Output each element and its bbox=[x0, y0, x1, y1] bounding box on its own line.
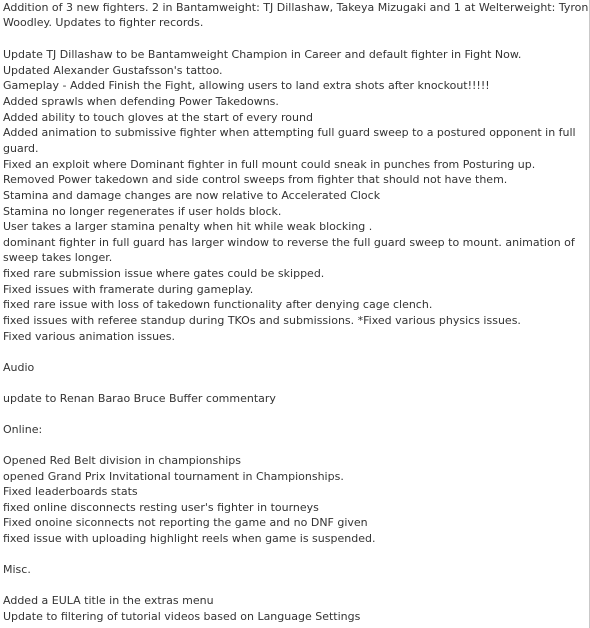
gameplay-note: fixed issues with referee standup during TKOs and submissions. *Fixed various physics issues. bbox=[3, 314, 521, 327]
patch-notes-document bbox=[3, 0, 590, 628]
gameplay-note: guard. bbox=[3, 142, 39, 155]
audio-note: update to Renan Barao Bruce Buffer commentary bbox=[3, 392, 276, 405]
gameplay-note: Gameplay - Added Finish the Fight, allowing users to land extra shots after knockout!!!!! bbox=[3, 79, 490, 92]
intro-line: Woodley. Updates to fighter records. bbox=[3, 16, 204, 29]
gameplay-note: fixed rare submission issue where gates could be skipped. bbox=[3, 267, 325, 280]
section-heading-online: Online: bbox=[3, 423, 43, 436]
gameplay-note: Stamina and damage changes are now relative to Accelerated Clock bbox=[3, 189, 381, 202]
gameplay-note: Removed Power takedown and side control sweeps from fighter that should not have them. bbox=[3, 173, 508, 186]
intro-line: Addition of 3 new fighters. 2 in Bantamweight: TJ Dillashaw, Takeya Mizugaki and 1 at Welterweight: Tyron bbox=[3, 1, 589, 14]
online-note: fixed issue with uploading highlight reels when game is suspended. bbox=[3, 532, 376, 545]
gameplay-note: dominant fighter in full guard has larger window to reverse the full guard sweep to mount. animation of bbox=[3, 236, 575, 249]
section-heading-audio: Audio bbox=[3, 361, 35, 374]
online-note: Fixed leaderboards stats bbox=[3, 485, 138, 498]
online-note: Fixed onoine siconnects not reporting the game and no DNF given bbox=[3, 516, 368, 529]
online-note: Opened Red Belt division in championships bbox=[3, 454, 242, 467]
gameplay-note: User takes a larger stamina penalty when hit while weak blocking . bbox=[3, 220, 373, 233]
online-note: opened Grand Prix Invitational tournament in Championships. bbox=[3, 470, 344, 483]
gameplay-note: Fixed various animation issues. bbox=[3, 330, 176, 343]
online-note: fixed online disconnects resting user's fighter in tourneys bbox=[3, 501, 319, 514]
misc-note: Added a EULA title in the extras menu bbox=[3, 594, 214, 607]
gameplay-note: fixed rare issue with loss of takedown functionality after denying cage clench. bbox=[3, 298, 433, 311]
gameplay-note: Fixed issues with framerate during gameplay. bbox=[3, 283, 254, 296]
section-heading-misc: Misc. bbox=[3, 563, 31, 576]
misc-note: Update to filtering of tutorial videos based on Language Settings bbox=[3, 610, 361, 623]
gameplay-note: Fixed an exploit where Dominant fighter in full mount could sneak in punches from Posturing up. bbox=[3, 158, 536, 171]
gameplay-note: Added sprawls when defending Power Takedowns. bbox=[3, 95, 279, 108]
gameplay-note: Stamina no longer regenerates if user holds block. bbox=[3, 205, 282, 218]
gameplay-note: sweep takes longer. bbox=[3, 251, 113, 264]
gameplay-note: Added ability to touch gloves at the start of every round bbox=[3, 111, 313, 124]
gameplay-note: Update TJ Dillashaw to be Bantamweight Champion in Career and default fighter in Fight Now. bbox=[3, 48, 522, 61]
gameplay-note: Updated Alexander Gustafsson's tattoo. bbox=[3, 64, 223, 77]
gameplay-note: Added animation to submissive fighter when attempting full guard sweep to a postured opponent in full bbox=[3, 126, 576, 139]
